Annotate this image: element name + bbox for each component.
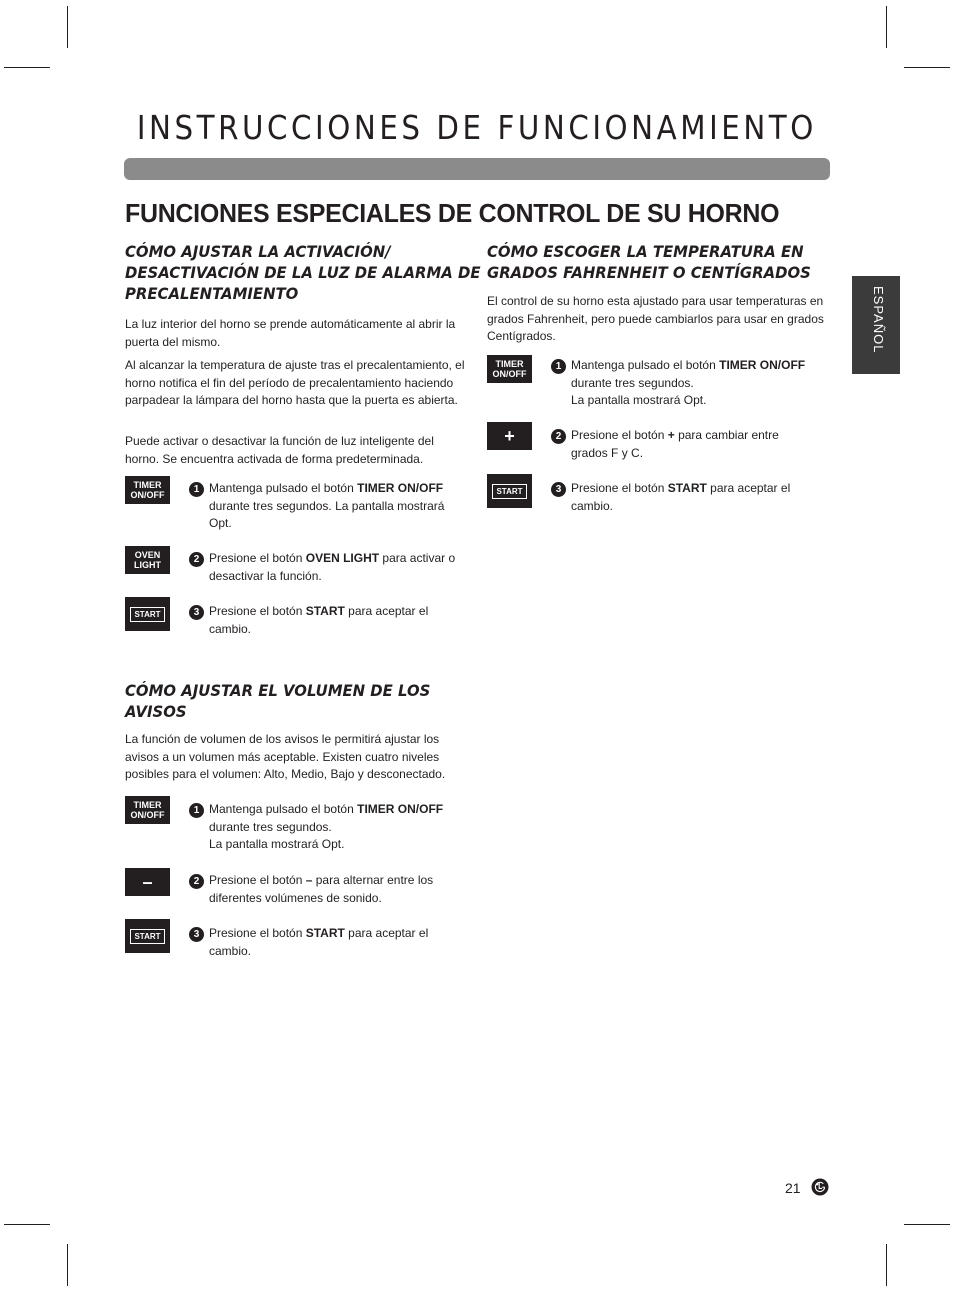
step-text: Presione el botón START para aceptar el cambio. [209, 604, 429, 636]
paragraph: La luz interior del horno se prende automáticamente al abrir la puerta del mismo. [125, 317, 456, 349]
start-key-icon: START [487, 474, 532, 508]
step-text: Mantenga pulsado el botón TIMER ON/OFF durante tres segundos. La pantalla mostrará Opt. [209, 802, 444, 851]
plus-key-icon: + [487, 422, 532, 450]
step-text: Mantenga pulsado el botón TIMER ON/OFF durante tres segundos. La pantalla mostrará Opt. [571, 358, 806, 407]
header-title: INSTRUCCIONES DE FUNCIONAMIENTO [136, 108, 817, 147]
step-text: Presione el botón START para aceptar el cambio. [209, 926, 429, 958]
start-key-icon: START [125, 919, 170, 953]
crop-mark [886, 6, 887, 48]
crop-mark [904, 67, 950, 68]
start-key-icon: START [125, 597, 170, 631]
minus-key-icon: – [125, 868, 170, 896]
paragraph: Puede activar o desactivar la función de luz inteligente del horno. Se encuentra activada de forma predeterminada. [125, 434, 434, 466]
language-tab-label: ESPAÑOL [871, 286, 886, 354]
step-number: 1 [189, 803, 204, 818]
header-bar [124, 158, 830, 180]
paragraph: El control de su horno esta ajustado para usar temperaturas en grados Fahrenheit, pero puede cambiarlos para usar en grados Centígrados. [487, 294, 824, 343]
step-text: Presione el botón START para aceptar el cambio. [571, 481, 791, 513]
timer-on-off-key-icon: TIMER ON/OFF [125, 796, 170, 824]
step-number: 2 [551, 429, 566, 444]
step-number: 3 [189, 927, 204, 942]
step-text: Presione el botón OVEN LIGHT para activar o desactivar la función. [209, 551, 456, 583]
page-number: 21 [785, 1180, 801, 1196]
section-title-volume: CÓMO AJUSTAR EL VOLUMEN DE LOS AVISOS [125, 681, 431, 721]
step-text: Presione el botón – para alternar entre los diferentes volúmenes de sonido. [209, 873, 434, 905]
step-number: 1 [551, 359, 566, 374]
lg-logo-icon [811, 1178, 829, 1196]
timer-on-off-key-icon: TIMER ON/OFF [487, 355, 532, 383]
crop-mark [67, 6, 68, 48]
step-number: 3 [551, 482, 566, 497]
page-title: FUNCIONES ESPECIALES DE CONTROL DE SU HORNO [125, 198, 780, 228]
paragraph: La función de volumen de los avisos le permitirá ajustar los avisos a un volumen más aceptable. Existen cuatro niveles posibles para el volumen: Alto, Medio, Bajo y desconectado. [125, 732, 446, 781]
section-title-temperature: CÓMO ESCOGER LA TEMPERATURA EN GRADOS FAHRENHEIT O CENTÍGRADOS [487, 242, 811, 282]
crop-mark [67, 1244, 68, 1286]
step-text: Presione el botón + para cambiar entre grados F y C. [571, 428, 779, 460]
language-tab [852, 276, 900, 374]
crop-mark [4, 1224, 50, 1225]
oven-light-key-icon: OVEN LIGHT [125, 546, 170, 574]
crop-mark [4, 67, 50, 68]
timer-on-off-key-icon: TIMER ON/OFF [125, 476, 170, 504]
step-number: 1 [189, 482, 204, 497]
paragraph: Al alcanzar la temperatura de ajuste tras el precalentamiento, el horno notifica el fin del período de precalentamiento haciendo parpadear la lámpara del horno hasta que la puerta es abierta. [125, 358, 465, 407]
section-title-light: CÓMO AJUSTAR LA ACTIVACIÓN/ DESACTIVACIÓN DE LA LUZ DE ALARMA DE PRECALENTAMIENTO [125, 242, 481, 303]
crop-mark [886, 1244, 887, 1286]
step-text: Mantenga pulsado el botón TIMER ON/OFF durante tres segundos. La pantalla mostrará Opt. [209, 481, 445, 530]
step-number: 2 [189, 552, 204, 567]
crop-mark [904, 1224, 950, 1225]
step-number: 2 [189, 874, 204, 889]
step-number: 3 [189, 605, 204, 620]
